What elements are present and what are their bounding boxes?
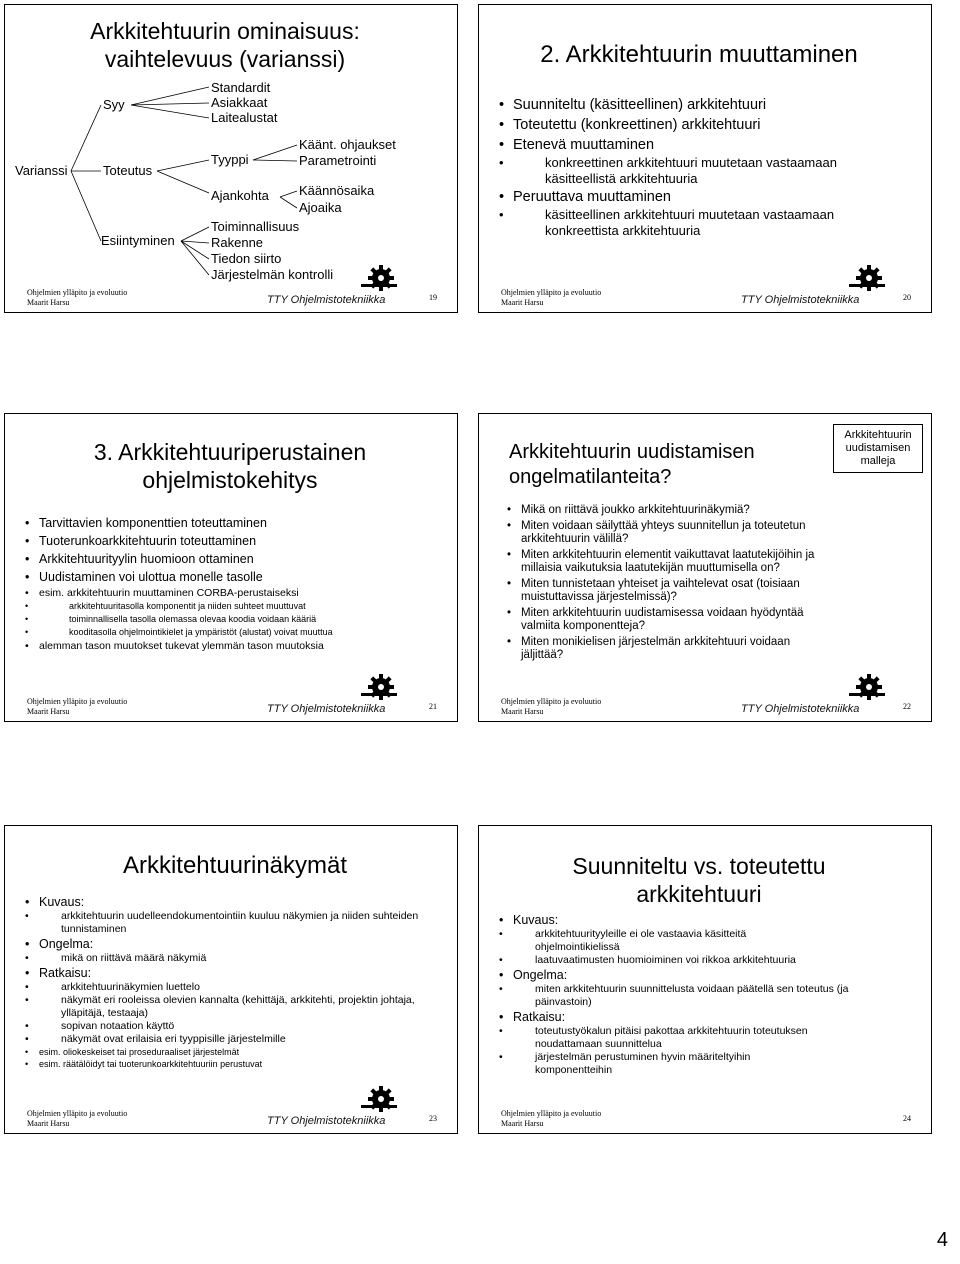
sub-item: • käsitteellinen arkkitehtuuri muutetaan vastaamaan konkreettista arkkitehtuuria <box>497 207 845 239</box>
bullet-item: • Ongelma: <box>23 936 423 952</box>
tree-leaf: Tiedon siirto <box>211 251 282 266</box>
bullet-item: • Miten tunnistetaan yhteiset ja vaihtelevat osat (toisiaan muistuttavissa järjestelmissä)? <box>505 578 835 605</box>
slide-footer-org: TTY Ohjelmistotekniikka <box>741 703 860 715</box>
tree-leaf: Rakenne <box>211 235 264 250</box>
tree-leaf: Toiminnallisuus <box>211 219 300 234</box>
slide-21 <box>4 413 458 722</box>
bullet-item: • Suunniteltu (käsitteellinen) arkkitehtuuri <box>497 95 917 115</box>
slide-number: 22 <box>903 702 911 711</box>
bullet-item: • Uudistaminen voi ulottua monelle tasolle <box>23 568 443 586</box>
bullet-item: • Miten arkkitehtuurin uudistamisessa voidaan hyödyntää valmiita komponentteja? <box>505 607 835 634</box>
bullet-item: • Etenevä muuttaminen <box>497 135 917 155</box>
tree-leaf: Parametrointi <box>299 153 377 168</box>
sub-item: • esim. arkkitehtuurin muuttaminen CORBA-perustaiseksi <box>23 586 443 600</box>
bullet-list <box>23 514 443 653</box>
bullet-list <box>497 912 897 1077</box>
bullet-item: • Kuvaus: <box>497 912 897 928</box>
slide-footer-org: TTY Ohjelmistotekniikka <box>267 1115 386 1127</box>
bullet-item: • Kuvaus: <box>23 894 423 910</box>
tree-leaf: Standardit <box>211 80 271 95</box>
bullet-item: • Miten monikielisen järjestelmän arkkitehtuuri voidaan jäljittää? <box>505 636 835 663</box>
sub-item: • konkreettinen arkkitehtuuri muutetaan vastaamaan käsitteellistä arkkitehtuuria <box>497 155 845 187</box>
models-link-box: Arkkitehtuurin uudistamisen malleja <box>833 424 923 473</box>
sub-item: • miten arkkitehtuurin suunnittelusta voidaan päätellä sen toteutus (ja päinvastoin) <box>497 983 855 1009</box>
slide-number: 20 <box>903 293 911 302</box>
tree-leaf: Käänt. ohjaukset <box>299 137 396 152</box>
slide-24 <box>478 825 932 1134</box>
sub-sub-item: • arkkitehtuuritasolla komponentit ja niiden suhteet muuttuvat <box>23 600 443 613</box>
sub-item: • mikä on riittävä määrä näkymiä <box>23 952 423 965</box>
slide-footer-org: TTY Ohjelmistotekniikka <box>267 294 386 306</box>
tree-node-ajankohta: Ajankohta <box>211 188 269 203</box>
slide-19 <box>4 4 458 313</box>
tree-leaf: Ajoaika <box>299 200 342 215</box>
slide-footer-left: Ohjelmien ylläpito ja evoluutio Maarit Harsu <box>27 697 128 716</box>
bullet-item: • Arkkitehtuurityylin huomioon ottaminen <box>23 550 443 568</box>
slide-23 <box>4 825 458 1134</box>
bullet-item: • Miten voidaan säilyttää yhteys suunnitellun ja toteutetun arkkitehtuurin välillä? <box>505 520 835 547</box>
tty-logo-icon <box>361 264 397 294</box>
tty-logo-icon <box>849 264 885 294</box>
tty-logo-icon <box>361 1085 397 1115</box>
tree-leaf: Järjestelmän kontrolli <box>211 267 334 282</box>
tree-node-toteutus: Toteutus <box>103 163 153 178</box>
tree-node-syy: Syy <box>103 97 125 112</box>
slide-footer-org: TTY Ohjelmistotekniikka <box>741 294 860 306</box>
tree-node-tyyppi: Tyyppi <box>211 152 249 167</box>
sub-sub-item: • esim. oliokeskeiset tai proseduraaliset järjestelmät <box>23 1046 423 1058</box>
bullet-list <box>23 894 423 1070</box>
page-number: 4 <box>936 1229 948 1251</box>
tty-logo-icon <box>849 673 885 703</box>
slide-footer-left: Ohjelmien ylläpito ja evoluutio Maarit Harsu <box>27 1109 128 1128</box>
tree-node-esiintyminen: Esiintyminen <box>101 233 175 248</box>
bullet-item: • Ongelma: <box>497 967 897 983</box>
slide-number: 21 <box>429 702 437 711</box>
bullet-item: • Ratkaisu: <box>23 965 423 981</box>
sub-item: • laatuvaatimusten huomioiminen voi rikkoa arkkitehtuuria <box>497 954 897 967</box>
bullet-list <box>497 95 917 239</box>
sub-item: • sopivan notaation käyttö <box>23 1020 423 1033</box>
bullet-item: • Peruuttava muuttaminen <box>497 187 917 207</box>
slide-footer-left: Ohjelmien ylläpito ja evoluutio Maarit Harsu <box>501 697 602 716</box>
slide-number: 19 <box>429 293 437 302</box>
slide-22 <box>478 413 932 722</box>
bullet-item: • Tuoterunkoarkkitehtuurin toteuttaminen <box>23 532 443 550</box>
tty-logo-icon <box>361 673 397 703</box>
tree-leaf: Laitealustat <box>211 110 278 125</box>
sub-item: • alemman tason muutokset tukevat ylemmän tason muutoksia <box>23 639 329 653</box>
slide-title: Arkkitehtuurin ominaisuus: vaihtelevuus (varianssi) <box>90 18 360 72</box>
sub-sub-item: • kooditasolla ohjelmointikielet ja ympäristöt (alustat) voivat muuttua <box>23 626 369 639</box>
sub-item: • näkymät eri rooleissa olevien kannalta (kehittäjä, arkkitehti, projektin johtaja, ylläpitäjä, testaaja) <box>23 994 423 1020</box>
slide-title: Arkkitehtuurin uudistamisen ongelmatilanteita? <box>509 441 755 488</box>
sub-item: • arkkitehtuurinäkymien luettelo <box>23 981 423 994</box>
bullet-item: • Mikä on riittävä joukko arkkitehtuurinäkymiä? <box>505 504 835 518</box>
sub-item: • näkymät ovat erilaisia eri tyyppisille järjestelmille <box>23 1033 423 1046</box>
slide-number: 24 <box>903 1114 911 1123</box>
slide-footer-left: Ohjelmien ylläpito ja evoluutio Maarit Harsu <box>501 288 602 307</box>
bullet-item: • Toteutettu (konkreettinen) arkkitehtuuri <box>497 115 917 135</box>
slide-footer-org: TTY Ohjelmistotekniikka <box>267 703 386 715</box>
slide-title: Arkkitehtuurinäkymät <box>122 852 348 879</box>
slide-title: Suunniteltu vs. toteutettu arkkitehtuuri <box>572 853 826 907</box>
slide-20 <box>478 4 932 313</box>
sub-item: • arkkitehtuurin uudelleendokumentointiin kuuluu näkymien ja niiden suhteiden tunnistaminen <box>23 910 423 936</box>
bullet-item: • Miten arkkitehtuurin elementit vaikuttavat laatutekijöihin ja millaisia vaikutuksia laatutekijän muuttumisella on? <box>505 549 835 576</box>
bullet-item: • Ratkaisu: <box>497 1009 897 1025</box>
bullet-item: • Tarvittavien komponenttien toteuttaminen <box>23 514 443 532</box>
sub-item: • arkkitehtuurityyleille ei ole vastaavia käsitteitä ohjelmointikielissä <box>497 928 825 954</box>
tree-leaf: Asiakkaat <box>211 95 268 110</box>
sub-sub-item: • toiminnallisella tasolla olemassa olevaa koodia voidaan kääriä <box>23 613 443 626</box>
slide-title: 2. Arkkitehtuurin muuttaminen <box>540 41 858 68</box>
bullet-list <box>505 504 835 663</box>
sub-item: • järjestelmän perustuminen hyvin määriteltyihin komponentteihin <box>497 1051 825 1077</box>
slide-number: 23 <box>429 1114 437 1123</box>
sub-item: • toteutustyökalun pitäisi pakottaa arkkitehtuurin toteutuksen noudattamaan suunnittelua <box>497 1025 855 1051</box>
slide-footer-left: Ohjelmien ylläpito ja evoluutio Maarit Harsu <box>501 1109 602 1128</box>
sub-sub-item: • esim. räätälöidyt tai tuoterunkoarkkitehtuuriin perustuvat <box>23 1058 423 1070</box>
slide-footer-left: Ohjelmien ylläpito ja evoluutio Maarit Harsu <box>27 288 128 307</box>
tree-root: Varianssi <box>15 163 68 178</box>
slide-title: 3. Arkkitehtuuriperustainen ohjelmistokehitys <box>93 439 367 493</box>
tree-leaf: Käännösaika <box>299 183 375 198</box>
